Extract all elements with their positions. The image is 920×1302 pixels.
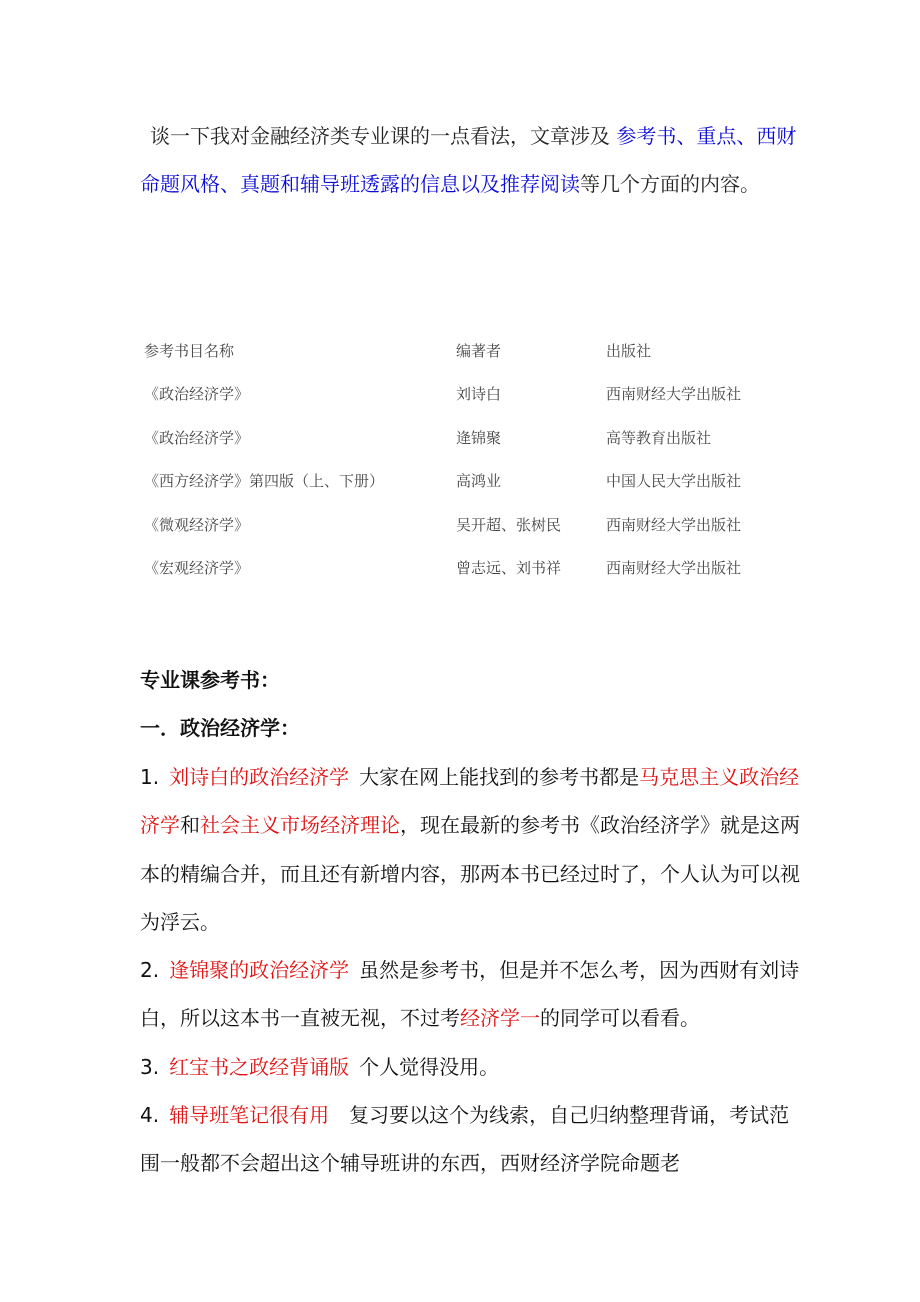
item-highlight: 红宝书之政经背诵版 xyxy=(169,1054,350,1079)
item-number: 3. xyxy=(140,1054,160,1079)
item-highlight-inline: 马克思主义政治经济学 xyxy=(140,765,800,838)
section-title: 专业课参考书： xyxy=(140,668,280,692)
book-author: 吴开超、张树民 xyxy=(456,515,562,534)
table-header-row xyxy=(144,330,784,373)
book-author: 刘诗白 xyxy=(456,385,502,404)
item-text: ，现在最新的参考书《政治经济学》就是这两本的精编合并，而且还有新增内容，那两本书已经过时了，个人认为可以视为浮云。 xyxy=(140,813,800,934)
item-highlight: 刘诗白的政治经济学 xyxy=(169,765,350,789)
section-subtitle: 一．政治经济学： xyxy=(140,716,300,740)
book-publisher: 西南财经大学出版社 xyxy=(606,558,742,577)
table-row xyxy=(144,504,784,547)
list-item xyxy=(140,753,800,946)
item-text: 的同学可以看看。 xyxy=(540,1006,700,1031)
list-item xyxy=(140,946,800,1043)
item-highlight-inline: 社会主义市场经济理论 xyxy=(200,813,400,838)
item-text: 虽然是参考书，但是并不怎么考，因为西财有刘诗白，所以这本书一直被无视，不过考 xyxy=(140,958,800,1031)
table-row xyxy=(144,417,784,460)
item-text: 和 xyxy=(180,813,200,838)
book-title: 《宏观经济学》 xyxy=(144,558,250,577)
table-row xyxy=(144,547,784,590)
book-notes-list xyxy=(140,753,800,1188)
item-number: 2. xyxy=(140,958,160,983)
book-publisher: 中国人民大学出版社 xyxy=(606,472,742,491)
item-number: 1. xyxy=(140,765,160,789)
reference-book-table xyxy=(144,330,784,590)
list-item xyxy=(140,1043,800,1091)
book-title: 《政治经济学》 xyxy=(144,385,250,404)
intro-paragraph xyxy=(140,112,800,208)
book-publisher: 西南财经大学出版社 xyxy=(606,385,742,404)
header-author: 编著者 xyxy=(456,342,502,360)
intro-text-end: 等几个方面的内容。 xyxy=(580,172,760,196)
header-book-title: 参考书目名称 xyxy=(144,342,235,360)
book-author: 高鸿业 xyxy=(456,472,502,491)
item-text: 大家在网上能找到的参考书都是 xyxy=(359,765,640,789)
book-author: 曾志远、刘书祥 xyxy=(456,558,562,577)
intro-topics-highlight: 参考书、重点、西财命题风格、真题和辅导班透露的信息以及推荐阅读 xyxy=(140,124,797,196)
list-item xyxy=(140,1091,800,1188)
item-number: 4. xyxy=(140,1103,160,1128)
book-publisher: 高等教育出版社 xyxy=(606,428,712,447)
book-title: 《西方经济学》第四版（上、下册） xyxy=(144,472,385,491)
item-text: 个人觉得没用。 xyxy=(359,1054,500,1079)
table-row xyxy=(144,373,784,416)
book-author: 逄锦聚 xyxy=(456,428,502,447)
table-row xyxy=(144,460,784,503)
header-publisher: 出版社 xyxy=(606,342,652,360)
item-text: 复习要以这个为线索，自己归纳整理背诵，考试范围一般都不会超出这个辅导班讲的东西，西财经济学院命题老 xyxy=(140,1103,790,1176)
book-publisher: 西南财经大学出版社 xyxy=(606,515,742,534)
book-title: 《微观经济学》 xyxy=(144,515,250,534)
item-highlight: 辅导班笔记很有用 xyxy=(169,1103,330,1128)
book-title: 《政治经济学》 xyxy=(144,428,250,447)
intro-text: 谈一下我对金融经济类专业课的一点看法，文章涉及 xyxy=(150,124,610,148)
item-highlight: 逢锦聚的政治经济学 xyxy=(169,958,350,983)
item-highlight-inline: 经济学一 xyxy=(460,1006,540,1031)
